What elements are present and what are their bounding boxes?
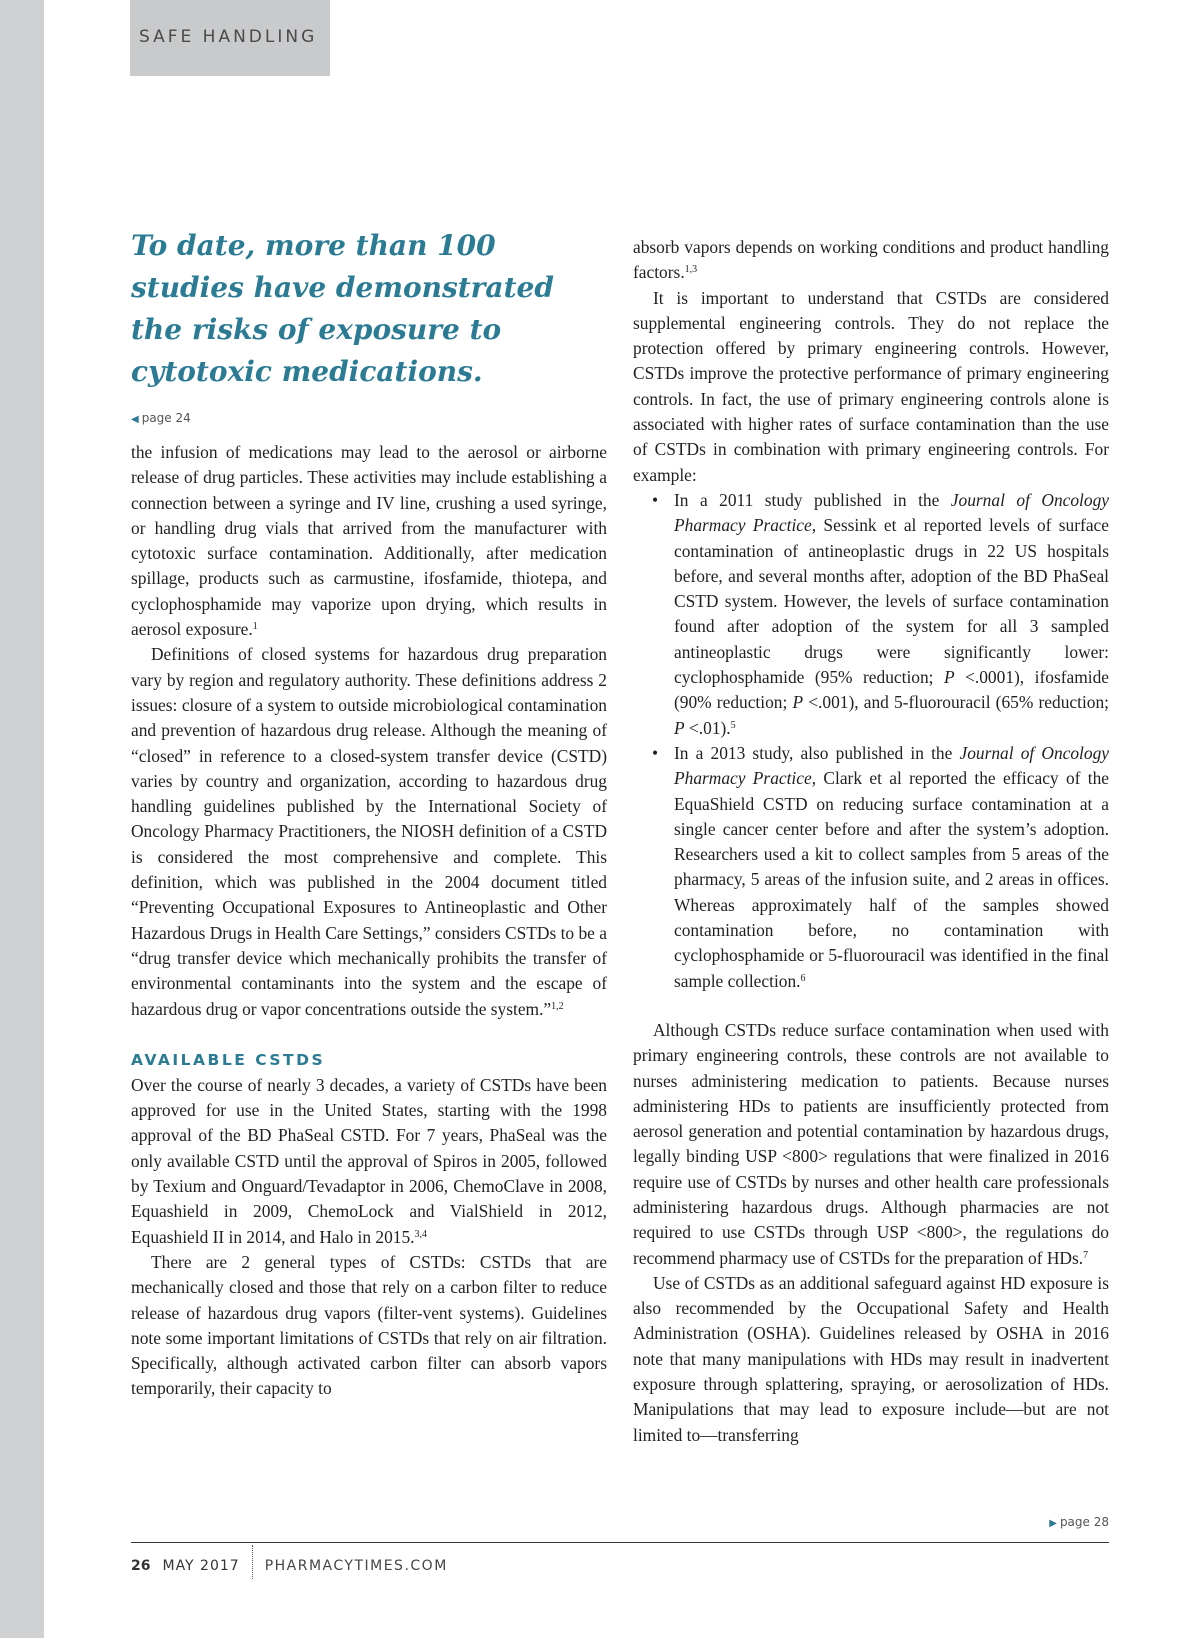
section-heading: AVAILABLE CSTDS xyxy=(131,1050,326,1069)
page-margin-bar xyxy=(0,0,44,1638)
paragraph: absorb vapors depends on working conditions and product handling factors.$^{1,3}$ xyxy=(633,237,1109,283)
reference: 5 xyxy=(730,719,736,731)
left-column xyxy=(131,440,607,1402)
continued-on[interactable] xyxy=(1049,1515,1109,1529)
pull-quote: To date, more than 100 studies have demonstrated the risks of exposure to cytotoxic medications. xyxy=(131,229,554,388)
right-column xyxy=(633,235,1109,1448)
list-item: • In a 2011 study published in the Journal of Oncology Pharmacy Practice, Sessink et al reported levels of surface contamination of antineoplastic drugs in 22 US hospitals before, and several months after, adoption of the BD PhaSeal CSTD system. However, the levels of surface contamination found after adoption of the system for all 3 sampled antineoplastic drugs were significantly lower: cyclophosphamide (95% reduction; P <.0001), ifosfamide (90% reduction; P <.001), and 5-fluorouracil (65% reduction; P <.01).$^5$ xyxy=(652,489,1109,738)
paragraph: Use of CSTDs as an additional safeguard against HD exposure is also recommended by the Occupational Safety and Health Administration (OSHA). Guidelines released by OSHA in 2016 note that many manipulations with HDs may result in inadvertent exposure through splattering, spraying, or aerosolization of HDs. Manipulations that may lead to exposure include—but are not limited to—transferring xyxy=(633,1272,1109,1445)
bullet-icon: • xyxy=(652,489,659,510)
reference: 1,3 xyxy=(684,264,698,276)
page-number: 26 xyxy=(131,1558,151,1574)
section-label: SAFE HANDLING xyxy=(139,27,318,47)
paragraph: Over the course of nearly 3 decades, a variety of CSTDs have been approved for use in the United States, starting with the 1998 approval of the BD PhaSeal CSTD. For 7 years, PhaSeal was the only available CSTD until the approval of Spiros in 2005, followed by Texium and Onguard/Tevadaptor in 2006, ChemoClave in 2008, Equashield in 2009, ChemoLock and VialShield in 2012, Equashield II in 2014, and Halo in 2015.$^{3,4}$ xyxy=(131,1074,607,1247)
continued-from-label: page 24 xyxy=(141,411,191,425)
reference: 1 xyxy=(252,621,258,633)
bullet-list xyxy=(633,488,1109,994)
triangle-left-icon: ◀ xyxy=(131,414,139,425)
issue-date: MAY 2017 xyxy=(162,1558,240,1574)
footer-divider xyxy=(252,1545,253,1579)
triangle-right-icon: ▶ xyxy=(1049,1518,1057,1529)
paragraph: Although CSTDs reduce surface contamination when used with primary engineering controls, these controls are not available to nurses administering medication to patients. Because nurses administering HDs to patients are insufficiently protected from aerosol generation and potential contamination by hazardous drugs, legally binding USP <800> regulations that were finalized in 2016 require use of CSTDs by nurses and other health care professionals administering hazardous drugs. Although pharmacies are not required to use CSTDs through USP <800>, the regulations do recommend pharmacy use of CSTDs for the preparation of HDs.$^7$ xyxy=(633,1019,1109,1268)
continued-on-label: page 28 xyxy=(1059,1515,1109,1529)
section-tab xyxy=(130,0,330,76)
bullet-icon: • xyxy=(652,742,659,763)
reference: 1,2 xyxy=(551,1000,564,1012)
list-item: • In a 2013 study, also published in the Journal of Oncology Pharmacy Practice, Clark et al reported the efficacy of the EquaShield CSTD on reducing surface contamination at a single cancer center before and after the system’s adoption. Researchers used a kit to collect samples from 5 areas of the pharmacy, 5 areas of the infusion suite, and 2 areas in offices. Whereas approximately half of the samples showed contamination before, no contamination with cyclophosphamide or 5-fluorouracil was identified in the final sample collection.$^6$ xyxy=(652,742,1110,991)
continued-from[interactable] xyxy=(131,411,191,425)
paragraph: It is important to understand that CSTDs are considered supplemental engineering controls. They do not replace the protection offered by primary engineering controls. However, CSTDs improve the protective performance of primary engineering controls. In fact, the use of primary engineering controls alone is associated with higher rates of surface contamination than the use of CSTDs in combination with primary engineering controls. For example: xyxy=(633,287,1109,485)
footer-rule xyxy=(131,1542,1109,1543)
paragraph: Definitions of closed systems for hazardous drug preparation vary by region and regulatory authority. These definitions address 2 issues: closure of a system to outside microbiological contamination and prevention of hazardous drug release. Although the meaning of “closed” in reference to a closed-system transfer device (CSTD) varies by country and organization, according to hazardous drug handling guidelines published by the International Society of Oncology Pharmacy Practitioners, the NIOSH definition of a CSTD is considered the most comprehensive and complete. This definition, which was published in the 2004 document titled “Preventing Occupational Exposures to Antineoplastic and Other Hazardous Drugs in Health Care Settings,” considers CSTDs to be a “drug transfer device which mechanically prohibits the transfer of environmental contaminants into the system and the escape of hazardous drug or vapor concentrations outside the system.”$^{1,2}$ xyxy=(131,644,607,1019)
reference: 3,4 xyxy=(414,1228,428,1240)
reference: 6 xyxy=(800,972,806,984)
website-link[interactable]: PHARMACYTIMES.COM xyxy=(264,1558,448,1574)
reference: 7 xyxy=(1083,1249,1089,1261)
footer xyxy=(131,1555,448,1577)
paragraph: There are 2 general types of CSTDs: CSTDs that are mechanically closed and those that rely on a carbon filter to reduce release of hazardous drug vapors (filter-vent systems). Guidelines note some important limitations of CSTDs that rely on air filtration. Specifically, although activated carbon filter can absorb vapors temporarily, their capacity to xyxy=(131,1251,607,1399)
paragraph: the infusion of medications may lead to the aerosol or airborne release of drug particles. These activities may include establishing a connection between a syringe and IV line, crushing a used syringe, or handling drug vials that arrived from the manufacturer with cytotoxic surface contamination. Additionally, after medication spillage, products such as carmustine, ifosfamide, thiotepa, and cyclophosphamide may vaporize upon drying, which results in aerosol exposure.$^1$ xyxy=(131,442,607,640)
